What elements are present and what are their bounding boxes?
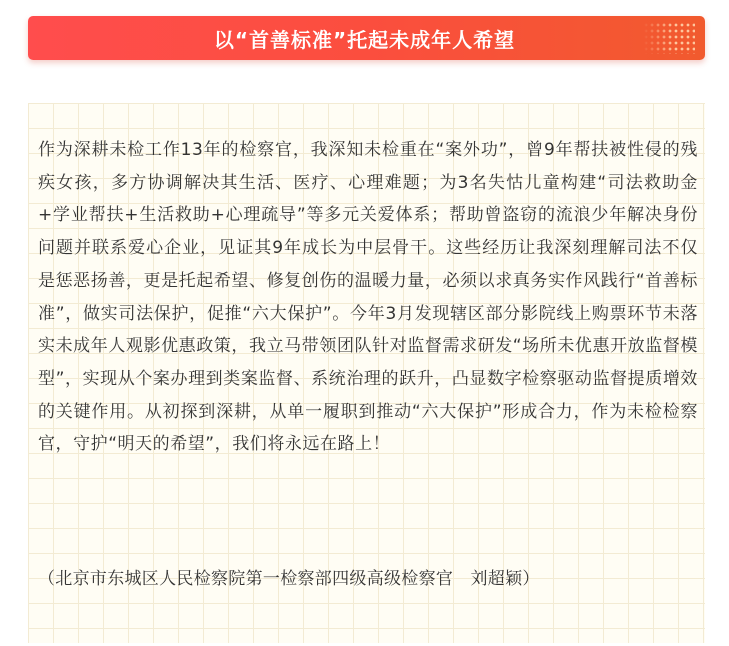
banner-title: 以“首善标准”托起未成年人希望 [213, 27, 516, 52]
dot-pattern-decoration [643, 22, 695, 54]
article-body: 作为深耕未检工作13年的检察官，我深知未检重在“案外功”，曾9年帮扶被性侵的残疾女孩，多方协调解决其生活、医疗、心理难题；为3名失怙儿童构建“司法救助金+学业帮扶+生活救助+心理疏导”等多元关爱体系；帮助曾盗窃的流浪少年解决身份问题并联系爱心企业，见证其9年成长为中层骨干。这些经历让我深刻理解司法不仅是惩恶扬善，更是托起希望、修复创伤的温暖力量，必须以求真务实作风践行“首善标准”，做实司法保护，促推“六大保护”。今年3月发现辖区部分影院线上购票环节未落实未成年人观影优惠政策，我立马带领团队针对监督需求研发“场所未优惠开放监督模型”，实现从个案办理到类案监督、系统治理的跃升，凸显数字检察驱动监督提质增效的关键作用。从初探到深耕，从单一履职到推动“六大保护”形成合力，作为未检检察官，守护“明天的希望”，我们将永远在路上！ [38, 140, 699, 455]
title-banner [28, 16, 705, 60]
author-signature: （北京市东城区人民检察院第一检察部四级高级检察官 刘超颖） [38, 569, 540, 589]
